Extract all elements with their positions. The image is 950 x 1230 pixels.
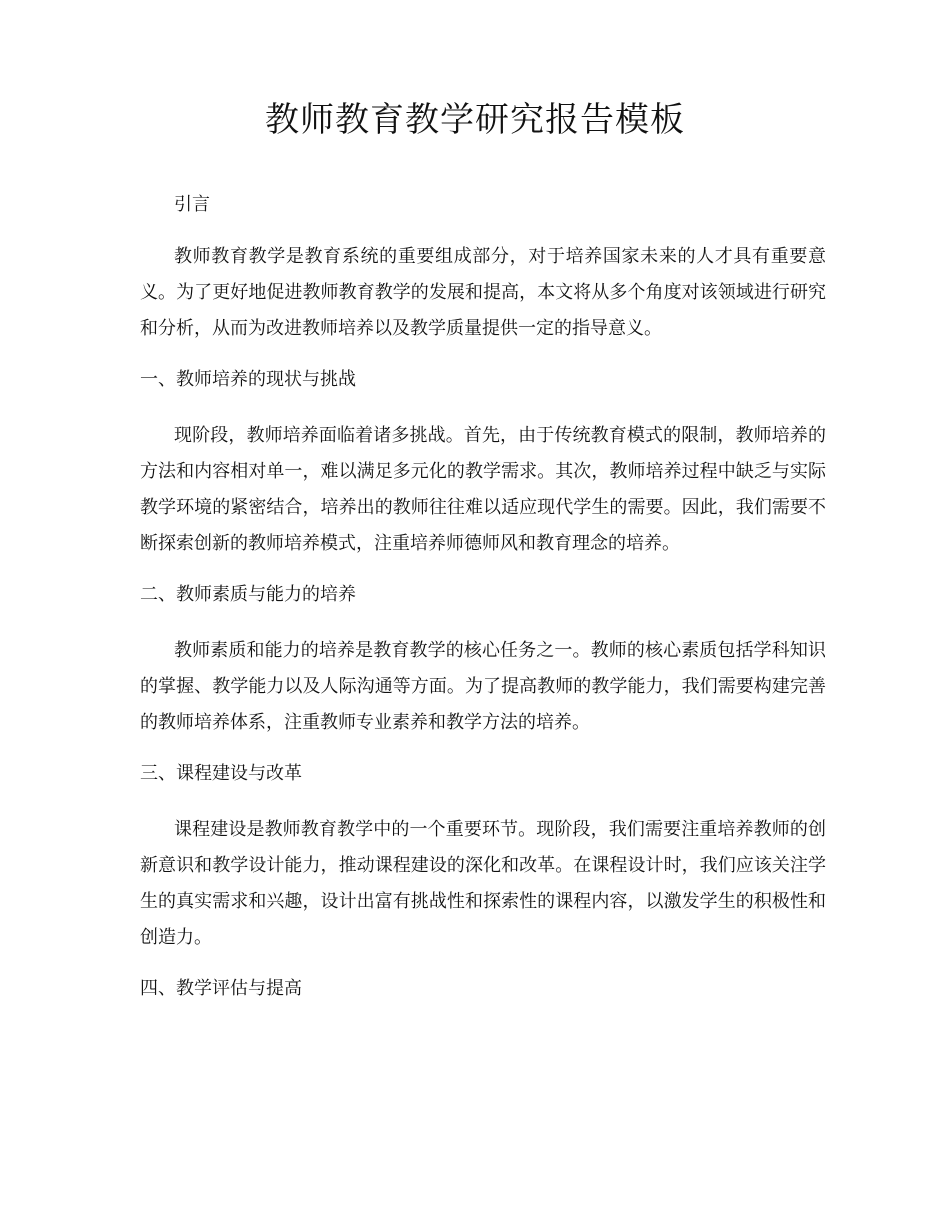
section-heading-4: 四、教学评估与提高 bbox=[140, 978, 302, 999]
section-paragraph-2: 教师素质和能力的培养是教育教学的核心任务之一。教师的核心素质包括学科知识的掌握、教学能力以及人际沟通等方面。为了提高教师的教学能力，我们需要构建完善的教师培养体系，注重教师专业素养和教学方法的培养。 bbox=[140, 640, 826, 733]
document-title: 教师教育教学研究报告模板 bbox=[265, 100, 685, 140]
intro-paragraph: 教师教育教学是教育系统的重要组成部分，对于培养国家未来的人才具有重要意义。为了更好地促进教师教育教学的发展和提高，本文将从多个角度对该领域进行研究和分析，从而为改进教师培养以及教学质量提供一定的指导意义。 bbox=[140, 246, 826, 339]
intro-label: 引言 bbox=[174, 194, 210, 215]
section-heading-3: 三、课程建设与改革 bbox=[140, 763, 302, 784]
section-paragraph-1: 现阶段，教师培养面临着诸多挑战。首先，由于传统教育模式的限制，教师培养的方法和内容相对单一，难以满足多元化的教学需求。其次，教师培养过程中缺乏与实际教学环境的紧密结合，培养出的教师往往难以适应现代学生的需要。因此，我们需要不断探索创新的教师培养模式，注重培养师德师风和教育理念的培养。 bbox=[140, 425, 826, 554]
section-heading-1: 一、教师培养的现状与挑战 bbox=[140, 369, 356, 390]
section-paragraph-3: 课程建设是教师教育教学中的一个重要环节。现阶段，我们需要注重培养教师的创新意识和教学设计能力，推动课程建设的深化和改革。在课程设计时，我们应该关注学生的真实需求和兴趣，设计出富有挑战性和探索性的课程内容，以激发学生的积极性和创造力。 bbox=[140, 819, 826, 948]
section-heading-2: 二、教师素质与能力的培养 bbox=[140, 584, 356, 605]
